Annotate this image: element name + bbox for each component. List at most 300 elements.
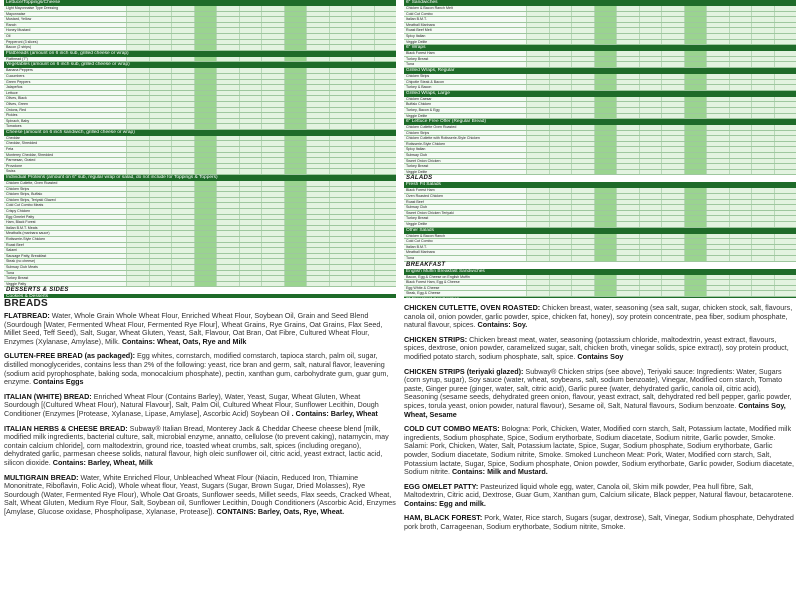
table-cell bbox=[661, 164, 684, 169]
table-cell bbox=[616, 256, 639, 261]
table-cell bbox=[639, 74, 662, 79]
table-cell bbox=[374, 203, 397, 208]
table-cell bbox=[751, 159, 774, 164]
table-cell bbox=[261, 271, 284, 276]
table-cell bbox=[306, 254, 329, 259]
table-cell bbox=[216, 102, 239, 107]
table-cell bbox=[616, 280, 639, 285]
row-label: Turkey Breast bbox=[404, 216, 526, 221]
row-label: Veggie Patty bbox=[4, 282, 126, 287]
table-cell bbox=[661, 34, 684, 39]
table-cell bbox=[616, 102, 639, 107]
table-cell bbox=[706, 256, 729, 261]
row-label: Chicken Strips bbox=[404, 131, 526, 136]
table-cell bbox=[171, 265, 194, 270]
table-cell bbox=[284, 153, 307, 158]
table-cell bbox=[774, 23, 797, 28]
table-cell bbox=[684, 114, 707, 119]
table-cell bbox=[171, 248, 194, 253]
table-cell bbox=[706, 280, 729, 285]
table-cell bbox=[729, 34, 752, 39]
table-cell bbox=[261, 192, 284, 197]
table-cell bbox=[126, 80, 149, 85]
table-cell bbox=[774, 114, 797, 119]
table-cell bbox=[149, 158, 172, 163]
table-cell bbox=[751, 280, 774, 285]
table-cell bbox=[149, 164, 172, 169]
table-cell bbox=[661, 286, 684, 291]
table-cell bbox=[594, 222, 617, 227]
table-cell bbox=[216, 259, 239, 264]
table-cell bbox=[706, 239, 729, 244]
table-cell bbox=[549, 280, 572, 285]
table-cell bbox=[774, 74, 797, 79]
table-cell bbox=[351, 141, 374, 146]
table-cell bbox=[571, 275, 594, 280]
ingredient-paragraph bbox=[4, 425, 396, 468]
section-header: Cheese (amount on 6 inch sandwich, grilled cheese or wrap) bbox=[4, 130, 396, 136]
table-cell bbox=[774, 194, 797, 199]
table-cell bbox=[261, 237, 284, 242]
row-label: Veggie Delite bbox=[404, 40, 526, 45]
table-cell bbox=[351, 198, 374, 203]
table-cell bbox=[329, 164, 352, 169]
table-cell bbox=[284, 80, 307, 85]
table-cell bbox=[149, 203, 172, 208]
table-cell bbox=[684, 23, 707, 28]
row-label: Olives, Green bbox=[4, 102, 126, 107]
table-cell bbox=[351, 243, 374, 248]
table-cell bbox=[684, 153, 707, 158]
table-cell bbox=[239, 102, 262, 107]
table-cell bbox=[351, 265, 374, 270]
table-cell bbox=[261, 23, 284, 28]
table-cell bbox=[639, 153, 662, 158]
table-cell bbox=[661, 136, 684, 141]
table-cell bbox=[729, 239, 752, 244]
table-cell bbox=[549, 205, 572, 210]
table-cell bbox=[684, 74, 707, 79]
table-cell bbox=[639, 245, 662, 250]
table-cell bbox=[639, 80, 662, 85]
table-cell bbox=[374, 17, 397, 22]
table-cell bbox=[571, 164, 594, 169]
table-cell bbox=[194, 198, 217, 203]
table-cell bbox=[171, 45, 194, 50]
table-cell bbox=[306, 108, 329, 113]
table-cell bbox=[216, 164, 239, 169]
table-cell bbox=[526, 170, 549, 175]
ingredient-paragraph bbox=[4, 352, 396, 386]
table-cell bbox=[194, 85, 217, 90]
table-cell bbox=[306, 80, 329, 85]
table-cell bbox=[684, 159, 707, 164]
row-label: Spicy Italian bbox=[404, 147, 526, 152]
table-cell bbox=[171, 96, 194, 101]
table-cell bbox=[526, 85, 549, 90]
table-cell bbox=[374, 34, 397, 39]
row-label: Sausage Patty, Breakfast bbox=[4, 254, 126, 259]
table-cell bbox=[616, 188, 639, 193]
table-cell bbox=[729, 136, 752, 141]
table-cell bbox=[284, 57, 307, 62]
table-cell bbox=[374, 209, 397, 214]
table-cell bbox=[594, 164, 617, 169]
table-cell bbox=[351, 124, 374, 129]
table-cell bbox=[639, 205, 662, 210]
table-cell bbox=[261, 141, 284, 146]
table-cell bbox=[706, 245, 729, 250]
row-label: Cucumbers bbox=[4, 74, 126, 79]
table-cell bbox=[329, 192, 352, 197]
table-cell bbox=[284, 113, 307, 118]
row-label: Green Peppers bbox=[4, 80, 126, 85]
table-cell bbox=[571, 153, 594, 158]
row-label: Veggie Delite bbox=[404, 170, 526, 175]
table-cell bbox=[261, 80, 284, 85]
table-cell bbox=[261, 102, 284, 107]
table-cell bbox=[729, 102, 752, 107]
table-cell bbox=[306, 169, 329, 174]
row-label: Lettuce bbox=[4, 91, 126, 96]
table-cell bbox=[239, 34, 262, 39]
table-cell bbox=[351, 74, 374, 79]
table-cell bbox=[216, 276, 239, 281]
table-cell bbox=[639, 159, 662, 164]
table-cell bbox=[751, 17, 774, 22]
table-cell bbox=[774, 12, 797, 17]
table-cell bbox=[774, 80, 797, 85]
table-cell bbox=[261, 187, 284, 192]
table-cell bbox=[194, 237, 217, 242]
table-cell bbox=[239, 136, 262, 141]
table-cell bbox=[571, 136, 594, 141]
table-cell bbox=[351, 28, 374, 33]
table-cell bbox=[751, 131, 774, 136]
table-cell bbox=[216, 198, 239, 203]
row-label: Meatballs (marinara sauce) bbox=[4, 231, 126, 236]
table-cell bbox=[729, 74, 752, 79]
table-cell bbox=[306, 203, 329, 208]
table-cell bbox=[284, 17, 307, 22]
table-cell bbox=[374, 102, 397, 107]
table-cell bbox=[351, 45, 374, 50]
table-cell bbox=[306, 209, 329, 214]
table-cell bbox=[729, 62, 752, 67]
table-cell bbox=[284, 259, 307, 264]
table-cell bbox=[774, 85, 797, 90]
table-cell bbox=[306, 220, 329, 225]
table-cell bbox=[239, 91, 262, 96]
row-label: Black Forest Ham bbox=[404, 51, 526, 56]
table-cell bbox=[706, 34, 729, 39]
table-cell bbox=[329, 57, 352, 62]
table-cell bbox=[549, 28, 572, 33]
row-label: Steak (no cheese) bbox=[4, 259, 126, 264]
table-cell bbox=[616, 23, 639, 28]
section-header: English Muffin Breakfast Sandwiches bbox=[404, 269, 796, 275]
row-label: Olives, Black bbox=[4, 96, 126, 101]
table-cell bbox=[616, 12, 639, 17]
table-cell bbox=[571, 170, 594, 175]
table-cell bbox=[261, 136, 284, 141]
table-cell bbox=[194, 276, 217, 281]
table-cell bbox=[351, 85, 374, 90]
table-cell bbox=[616, 205, 639, 210]
table-cell bbox=[639, 131, 662, 136]
table-cell bbox=[261, 220, 284, 225]
table-cell bbox=[149, 169, 172, 174]
table-cell bbox=[284, 23, 307, 28]
table-cell bbox=[149, 113, 172, 118]
ingredient-text: Chicken breast meat, water, seasoning (potassium chloride, maltodextrin, yeast extract, flavours, spices, dextrose, onion powder, caramelized sugar, salt, chicken broth, vinegar solids, spice extract), soy protein product, modified potato starch, sodium phosphate, salt, spice. bbox=[404, 334, 789, 361]
table-cell bbox=[639, 97, 662, 102]
table-cell bbox=[329, 91, 352, 96]
ingredient-text: Subway® Chicken strips (see above), Teriyaki sauce: Ingredients: Water, Sugars (corn syrup, sugar), Soy sauce (water, wheat, soybeans, salt, sodium benzoate), Vinegar, Modified corn starch, Tomato paste, Ginger puree (ginger, water, salt, citric acid), Garlic puree (water, dehydrated garlic, canola oil, citric acid), Seasoning (sesame seeds, dehydrated green onion, flavour, yeast extract, salt, dehydrated red bell pepper, garlic powder, spices, torula yeast, onion powder, natural flavour), Sesame oil, Salt, Natural flavours, Sodium benzoate. bbox=[404, 366, 792, 410]
table-cell bbox=[639, 239, 662, 244]
table-cell bbox=[194, 6, 217, 11]
table-cell bbox=[261, 243, 284, 248]
table-cell bbox=[526, 97, 549, 102]
table-cell bbox=[571, 57, 594, 62]
table-cell bbox=[374, 113, 397, 118]
table-cell bbox=[329, 17, 352, 22]
table-cell bbox=[684, 194, 707, 199]
table-cell bbox=[239, 215, 262, 220]
table-cell bbox=[149, 40, 172, 45]
ingredient-text: Pasteurized liquid whole egg, water, Canola oil, Skim milk powder, Pea hull fibre, Salt, Maltodextrin, Citric acid, Dextrose, Guar Gum, Xanthan gum, Calcium silicate, Black pepper, Natural flavour, betacarotene. bbox=[404, 481, 794, 500]
table-cell bbox=[616, 222, 639, 227]
table-cell bbox=[774, 200, 797, 205]
table-cell bbox=[329, 96, 352, 101]
allergen-statement: Contains: Wheat, Oats, Rye and Milk bbox=[121, 336, 247, 346]
table-cell bbox=[616, 6, 639, 11]
table-cell bbox=[261, 96, 284, 101]
table-cell bbox=[126, 187, 149, 192]
table-cell bbox=[526, 245, 549, 250]
table-cell bbox=[639, 12, 662, 17]
table-cell bbox=[594, 80, 617, 85]
table-cell bbox=[684, 6, 707, 11]
table-cell bbox=[374, 136, 397, 141]
table-cell bbox=[216, 113, 239, 118]
table-cell bbox=[126, 91, 149, 96]
table-cell bbox=[639, 200, 662, 205]
table-cell bbox=[261, 113, 284, 118]
row-label: Meatball Marinara bbox=[404, 250, 526, 255]
table-cell bbox=[639, 102, 662, 107]
table-cell bbox=[549, 57, 572, 62]
table-cell bbox=[351, 17, 374, 22]
table-cell bbox=[216, 237, 239, 242]
table-cell bbox=[706, 291, 729, 296]
table-cell bbox=[661, 275, 684, 280]
table-cell bbox=[774, 57, 797, 62]
table-cell bbox=[706, 108, 729, 113]
table-cell bbox=[639, 194, 662, 199]
table-cell bbox=[239, 158, 262, 163]
table-cell bbox=[216, 34, 239, 39]
table-cell bbox=[329, 254, 352, 259]
table-cell bbox=[239, 6, 262, 11]
row-label: Sweet Onion Chicken Teriyaki bbox=[404, 211, 526, 216]
table-cell bbox=[216, 108, 239, 113]
table-cell bbox=[351, 220, 374, 225]
row-label: Rotisserie-Style Chicken bbox=[4, 237, 126, 242]
table-cell bbox=[194, 17, 217, 22]
table-cell bbox=[616, 40, 639, 45]
table-cell bbox=[329, 108, 352, 113]
table-cell bbox=[194, 158, 217, 163]
table-cell bbox=[639, 211, 662, 216]
table-cell bbox=[594, 125, 617, 130]
table-cell bbox=[306, 136, 329, 141]
section-header: Vegetables (amount on 6 inch sub, grilled cheese or wrap) bbox=[4, 62, 396, 68]
table-cell bbox=[729, 108, 752, 113]
table-cell bbox=[594, 256, 617, 261]
table-cell bbox=[149, 259, 172, 264]
table-cell bbox=[571, 222, 594, 227]
table-cell bbox=[526, 62, 549, 67]
table-cell bbox=[126, 209, 149, 214]
table-cell bbox=[526, 275, 549, 280]
category-title: BREAKFAST bbox=[406, 261, 446, 268]
table-cell bbox=[594, 147, 617, 152]
table-cell bbox=[706, 125, 729, 130]
table-cell bbox=[149, 124, 172, 129]
table-cell bbox=[751, 256, 774, 261]
row-label: Egg White & Cheese bbox=[404, 286, 526, 291]
table-cell bbox=[684, 234, 707, 239]
protein-ingredients bbox=[404, 304, 796, 538]
table-cell bbox=[171, 91, 194, 96]
table-cell bbox=[374, 248, 397, 253]
table-cell bbox=[526, 147, 549, 152]
table-cell bbox=[194, 45, 217, 50]
table-cell bbox=[571, 188, 594, 193]
table-cell bbox=[684, 85, 707, 90]
table-cell bbox=[239, 181, 262, 186]
table-cell bbox=[239, 119, 262, 124]
table-cell bbox=[216, 192, 239, 197]
table-cell bbox=[549, 108, 572, 113]
table-cell bbox=[171, 141, 194, 146]
table-cell bbox=[729, 114, 752, 119]
table-cell bbox=[194, 282, 217, 287]
table-cell bbox=[639, 40, 662, 45]
row-label: Subway Club Meats bbox=[4, 265, 126, 270]
row-label: Mustard, Yellow bbox=[4, 17, 126, 22]
table-cell bbox=[729, 131, 752, 136]
table-cell bbox=[239, 153, 262, 158]
table-cell bbox=[194, 34, 217, 39]
table-cell bbox=[774, 280, 797, 285]
table-cell bbox=[706, 28, 729, 33]
table-cell bbox=[684, 216, 707, 221]
table-cell bbox=[216, 153, 239, 158]
table-cell bbox=[616, 194, 639, 199]
table-cell bbox=[351, 282, 374, 287]
table-cell bbox=[729, 216, 752, 221]
category-title: DESSERTS & SIDES bbox=[6, 287, 69, 294]
table-cell bbox=[351, 158, 374, 163]
table-cell bbox=[126, 6, 149, 11]
table-cell bbox=[149, 198, 172, 203]
table-cell bbox=[351, 231, 374, 236]
table-cell bbox=[684, 280, 707, 285]
table-cell bbox=[216, 254, 239, 259]
table-cell bbox=[594, 23, 617, 28]
table-cell bbox=[639, 85, 662, 90]
table-cell bbox=[306, 91, 329, 96]
table-cell bbox=[774, 164, 797, 169]
section-header: Individual Proteins (amount on 6" sub, regular wrap or salad, do not include for Toppings & Toppers) bbox=[4, 175, 396, 181]
table-cell bbox=[594, 280, 617, 285]
table-cell bbox=[171, 147, 194, 152]
allergen-statement: Contains Eggs bbox=[33, 377, 84, 387]
table-cell bbox=[126, 40, 149, 45]
table-cell bbox=[284, 237, 307, 242]
table-cell bbox=[526, 222, 549, 227]
table-cell bbox=[216, 187, 239, 192]
ingredient-text: Egg whites, cornstarch, modified cornstarch, tapioca starch, palm oil, sugar, distilled monoglycerides, contains less than 2% of the following: yeast, rice bran and germ, salt, natural flavor, leavening (sodium acid pyrophosphate, baking soda, monocalcium phosphate), pectin, xanthan gum, carbohydrate gum, guar gum, enzyme. bbox=[4, 351, 389, 387]
row-label: Black Forest Ham, Egg & Cheese bbox=[404, 280, 526, 285]
table-cell bbox=[261, 203, 284, 208]
table-cell bbox=[684, 108, 707, 113]
row-label: Chicken Strips, Teriyaki Glazed bbox=[4, 198, 126, 203]
section-header: Flatbreads (amount on 6 inch sub, grilled cheese or wrap) bbox=[4, 51, 396, 57]
table-cell bbox=[616, 85, 639, 90]
table-cell bbox=[594, 6, 617, 11]
table-cell bbox=[329, 215, 352, 220]
table-cell bbox=[751, 222, 774, 227]
table-cell bbox=[594, 40, 617, 45]
table-cell bbox=[329, 74, 352, 79]
table-cell bbox=[751, 170, 774, 175]
table-cell bbox=[261, 158, 284, 163]
table-cell bbox=[261, 276, 284, 281]
table-cell bbox=[526, 164, 549, 169]
table-cell bbox=[126, 141, 149, 146]
row-label: Cheddar bbox=[4, 136, 126, 141]
table-cell bbox=[639, 28, 662, 33]
table-cell bbox=[594, 51, 617, 56]
row-label: Chicken & Bacon Ranch Melt bbox=[404, 6, 526, 11]
table-cell bbox=[571, 147, 594, 152]
table-cell bbox=[126, 282, 149, 287]
table-cell bbox=[549, 85, 572, 90]
table-cell bbox=[171, 153, 194, 158]
table-cell bbox=[126, 164, 149, 169]
row-label: Roast Beef bbox=[404, 200, 526, 205]
table-cell bbox=[216, 28, 239, 33]
table-cell bbox=[639, 234, 662, 239]
table-cell bbox=[661, 200, 684, 205]
section-header: Fresh Fit Salads bbox=[404, 182, 796, 188]
table-cell bbox=[616, 136, 639, 141]
table-cell bbox=[639, 62, 662, 67]
table-cell bbox=[751, 200, 774, 205]
table-cell bbox=[306, 192, 329, 197]
ingredient-text: Water, Whole Grain Whole Wheat Flour, Enriched Wheat Flour, Soybean Oil, Grain and Seed Blend (Sourdough [Water, Fermented Wheat Flour, Fermented Rye Flour], Wheat Grains, Rye Grains, Oat Grains, Flax Seed, Millet Seed, Teff Seed), Salt, Sugar, Wheat Gluten, Yeast, Salt, Flavour, Oat Bran, Oat Fibre, Cultured Wheat Flour, Enzymes (Xylanase, Amylase), Milk. bbox=[4, 311, 383, 346]
table-cell bbox=[351, 181, 374, 186]
ingredient-name: CHICKEN CUTLETTE, OVEN ROASTED: bbox=[404, 303, 541, 312]
table-cell bbox=[594, 275, 617, 280]
table-cell bbox=[126, 96, 149, 101]
table-cell bbox=[126, 181, 149, 186]
table-cell bbox=[706, 200, 729, 205]
table-cell bbox=[374, 153, 397, 158]
